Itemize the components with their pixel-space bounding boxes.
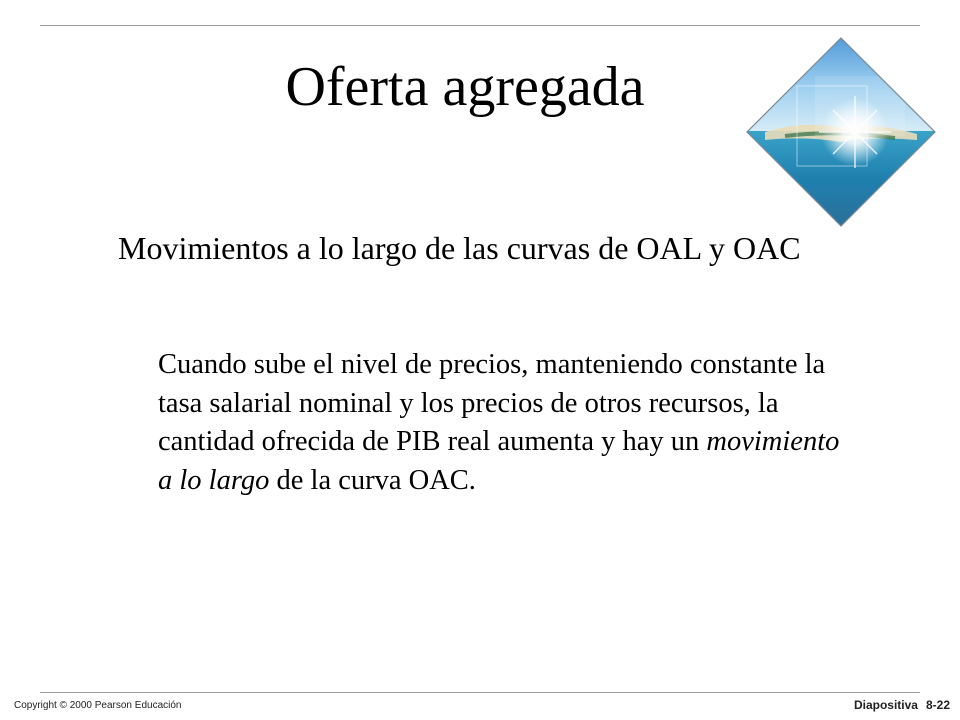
slide-label: Diapositiva xyxy=(853,698,918,712)
slide-number-indicator xyxy=(854,698,950,712)
body-text-before: Cuando sube el nivel de precios, manteniendo constante la tasa salarial nominal y los precios de otros recursos, la cantidad ofrecida de PIB real aumenta y hay un xyxy=(158,349,826,457)
slide-number: 8-22 xyxy=(925,698,950,712)
slide-heading: Movimientos a lo largo de las curvas de OAL y OAC xyxy=(118,230,801,266)
body-text-after: de la curva OAC. xyxy=(269,464,476,496)
top-divider xyxy=(40,25,920,26)
beach-photo-diamond-image xyxy=(745,36,937,228)
copyright-notice: Copyright © 2000 Pearson Educación xyxy=(14,700,182,711)
bottom-divider xyxy=(40,692,920,693)
slide-title: Oferta agregada xyxy=(285,56,645,118)
body-emphasis: movimiento a lo largo xyxy=(158,426,840,496)
body-paragraph xyxy=(158,346,858,500)
